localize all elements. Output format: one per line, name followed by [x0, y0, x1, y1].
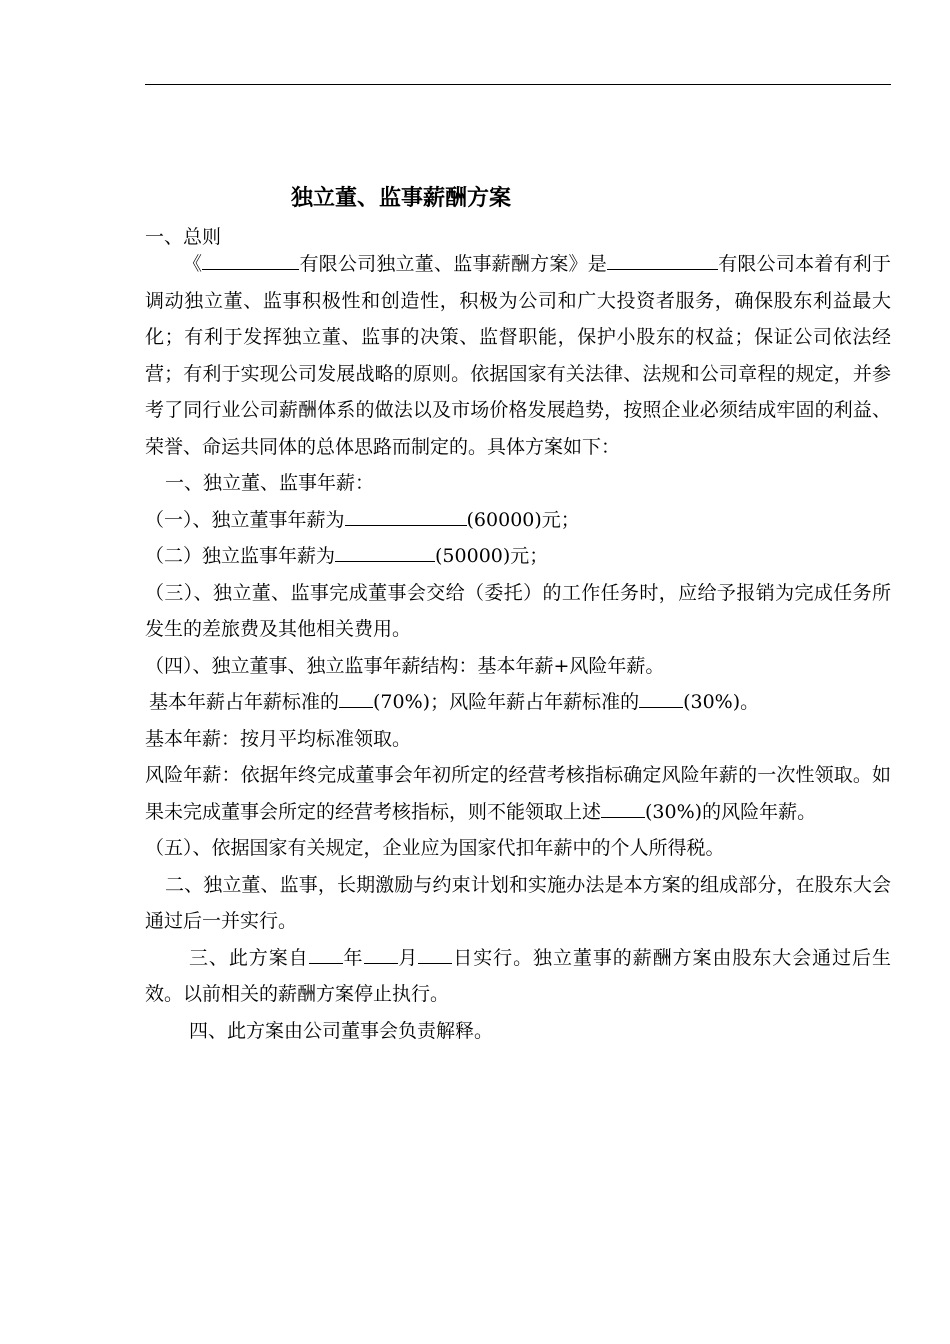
intro-text-2: 有限公司独立董、监事薪酬方案》是: [299, 253, 607, 275]
blank-field: [418, 945, 452, 964]
annual-salary-heading: 一、独立董、监事年薪：: [165, 472, 375, 494]
item1-prefix: （一）、独立董事年薪为: [145, 508, 345, 531]
document-title: 独立董、监事薪酬方案: [291, 186, 512, 211]
section-3-paragraph: [145, 940, 891, 1013]
blank-field: [339, 689, 373, 708]
annual-salary-item-4: （四）、独立董事、独立监事年薪结构：基本年薪+风险年薪。: [145, 654, 665, 677]
intro-text-1: 《: [183, 253, 203, 275]
section3-text-4: 日实行。独立董事的薪酬方案由股东大会通过后生效。以前相关的薪酬方案停止执行。: [145, 946, 891, 1005]
annual-salary-item-2: [145, 538, 891, 575]
section3-text-1: 三、此方案自: [189, 946, 309, 969]
blank-field: [601, 799, 645, 818]
blank-field: [639, 689, 683, 708]
item2-prefix: （二）独立监事年薪为: [145, 545, 336, 567]
section-2-paragraph: 二、独立董、监事，长期激励与约束计划和实施办法是本方案的组成部分，在股东大会通过后一并实行。: [145, 873, 891, 932]
blank-field: [364, 945, 398, 964]
blank-field: [345, 507, 467, 526]
salary-ratio: [145, 684, 891, 721]
ratio-text-1: 基本年薪占年薪标准的: [149, 691, 340, 713]
intro-text-3: 有限公司本着有利于调动独立董、监事积极性和创造性，积极为公司和广大投资者服务，确保股东利益最大化；有利于发挥独立董、监事的决策、监督职能，保护小股东的权益；保证公司依法经营；有利于实现公司发展战略的原则。依据国家有关法律、法规和公司章程的规定，并参考了同行业公司薪酬体系的做法以及市场价格发展趋势，按照企业必须结成牢固的利益、荣誉、命运共同体的总体思路而制定的。具体方案如下：: [145, 253, 891, 458]
item2-suffix: (50000)元；: [435, 545, 549, 567]
ratio-text-2: (70%)；风险年薪占年薪标准的: [373, 691, 640, 713]
risk-salary-text: 风险年薪：依据年终完成董事会年初所定的经营考核指标确定风险年薪的一次性领取。如果未完成董事会所定的经营考核指标，则不能领取上述: [145, 764, 891, 823]
blank-field: [309, 945, 343, 964]
base-salary-rule: 基本年薪：按月平均标准领取。: [145, 727, 412, 750]
risk-salary-tail: (30%)的风险年薪。: [645, 800, 817, 823]
section-heading-general: 一、总则: [145, 226, 222, 248]
document-body: [145, 246, 891, 1049]
blank-field: [202, 251, 299, 270]
section3-text-2: 年: [342, 946, 364, 969]
section3-text-3: 月: [397, 946, 419, 969]
blank-field: [335, 543, 435, 562]
header-rule: [145, 84, 891, 85]
item1-suffix: (60000)元；: [466, 508, 580, 531]
annual-salary-item-5: （五）、依据国家有关规定，企业应为国家代扣年薪中的个人所得税。: [145, 837, 725, 859]
ratio-text-3: (30%)。: [683, 691, 760, 713]
annual-salary-item-1: [145, 502, 891, 539]
intro-paragraph: [145, 246, 891, 465]
annual-salary-item-3: （三）、独立董、监事完成董事会交给（委托）的工作任务时，应给予报销为完成任务所发生的差旅费及其他相关费用。: [145, 581, 891, 640]
blank-field: [607, 251, 718, 270]
risk-salary-rule: [145, 757, 891, 830]
section-4-paragraph: 四、此方案由公司董事会负责解释。: [189, 1019, 494, 1042]
